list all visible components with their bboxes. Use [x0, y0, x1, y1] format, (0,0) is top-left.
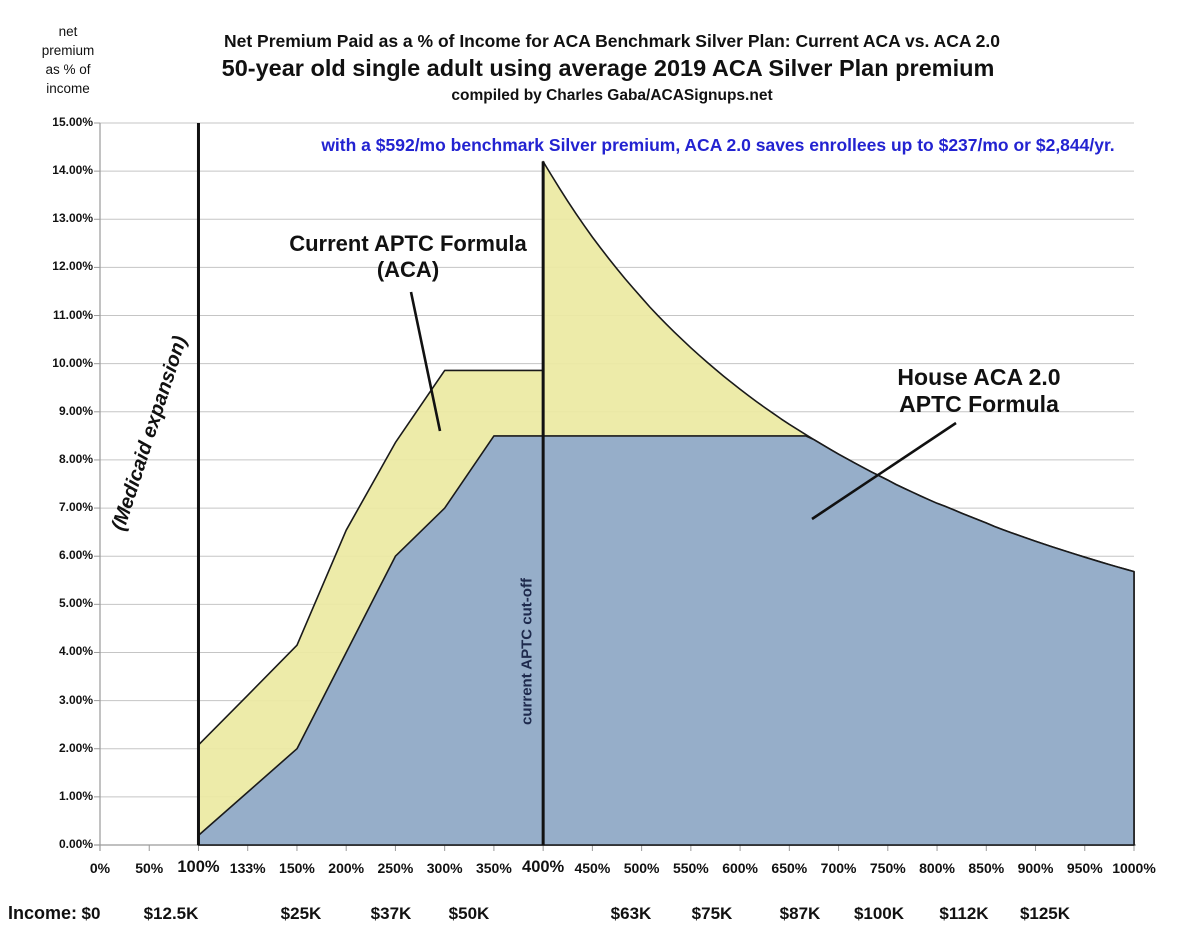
- income-value-label: $125K: [1019, 904, 1071, 923]
- annotation-house-aca2-line2: APTC Formula: [899, 391, 1059, 418]
- y-tick-label: 9.00%: [58, 403, 93, 418]
- y-tick-label: 7.00%: [58, 500, 93, 515]
- x-tick-label: 550%: [672, 860, 709, 876]
- savings-note: with a $592/mo benchmark Silver premium, ACA 2.0 saves enrollees up to $237/mo or $2,844/yr.: [321, 135, 1115, 155]
- x-tick-label: 0%: [89, 860, 111, 876]
- x-tick-label: 200%: [328, 860, 365, 876]
- y-axis-unit-line: premium: [41, 43, 95, 58]
- income-value-label: $63K: [610, 904, 652, 923]
- income-value-label: $100K: [853, 904, 905, 923]
- income-value-label: $12.5K: [143, 904, 199, 923]
- annotation-current-aca: [258, 231, 558, 283]
- x-tick-label: 650%: [771, 860, 808, 876]
- income-value-label: $37K: [370, 904, 412, 923]
- annotation-house-aca2: [848, 364, 1110, 418]
- x-tick-label: 500%: [623, 860, 660, 876]
- x-tick-label: 900%: [1017, 860, 1054, 876]
- x-tick-label: 300%: [426, 860, 463, 876]
- annotation-medicaid-expansion: (Medicaid expansion): [107, 333, 192, 534]
- chart-subtitle: 50-year old single adult using average 2019 ACA Silver Plan premium: [221, 55, 995, 81]
- x-tick-label: 1000%: [1112, 860, 1156, 876]
- y-tick-label: 14.00%: [52, 163, 93, 178]
- y-tick-label: 8.00%: [58, 451, 93, 466]
- y-tick-label: 12.00%: [52, 259, 93, 274]
- x-tick-label: 350%: [475, 860, 512, 876]
- y-axis-unit-line: as % of: [45, 62, 91, 77]
- y-tick-label: 11.00%: [52, 307, 93, 322]
- y-tick-label: 1.00%: [58, 788, 93, 803]
- x-tick-label: 100%: [177, 858, 220, 876]
- chart-attribution: compiled by Charles Gaba/ACASignups.net: [451, 87, 773, 104]
- x-tick-label: 850%: [968, 860, 1005, 876]
- income-value-label: $50K: [448, 904, 490, 923]
- y-axis-unit-line: net: [58, 24, 78, 39]
- y-tick-label: 15.00%: [52, 115, 93, 129]
- chart-title: Net Premium Paid as a % of Income for ACA Benchmark Silver Plan: Current ACA vs. ACA 2.0: [223, 31, 1001, 51]
- x-tick-label: 400%: [522, 858, 565, 876]
- annotation-current-aca-line1: Current APTC Formula: [289, 231, 527, 256]
- x-tick-label: 950%: [1066, 860, 1103, 876]
- income-value-label: $25K: [280, 904, 322, 923]
- x-tick-label: 133%: [229, 860, 266, 876]
- income-value-label: $75K: [691, 904, 733, 923]
- y-tick-label: 3.00%: [58, 692, 93, 707]
- x-tick-label: 150%: [279, 860, 315, 876]
- x-tick-label: 600%: [722, 860, 758, 876]
- y-tick-label: 5.00%: [58, 596, 93, 611]
- x-tick-label: 800%: [919, 860, 955, 876]
- x-tick-label: 700%: [820, 860, 857, 876]
- y-axis-unit-line: income: [46, 81, 90, 96]
- income-value-label: $112K: [939, 904, 989, 923]
- y-tick-label: 2.00%: [58, 740, 93, 755]
- income-value-label: $0: [81, 904, 101, 923]
- y-tick-label: 0.00%: [58, 837, 93, 851]
- y-tick-label: 13.00%: [52, 211, 93, 226]
- y-tick-label: 4.00%: [58, 644, 93, 659]
- x-tick-label: 450%: [574, 860, 611, 876]
- income-value-label: $87K: [779, 904, 821, 923]
- income-row-label: Income:: [8, 903, 78, 923]
- y-tick-label: 6.00%: [58, 548, 93, 563]
- x-tick-label: 750%: [869, 860, 906, 876]
- y-tick-label: 10.00%: [52, 355, 93, 370]
- annotation-current-aca-line2: (ACA): [376, 256, 440, 282]
- x-tick-label: 250%: [377, 860, 414, 876]
- annotation-aptc-cutoff: current APTC cut-off: [518, 578, 536, 725]
- annotation-house-aca2-line1: House ACA 2.0: [897, 364, 1061, 390]
- x-tick-label: 50%: [135, 860, 164, 876]
